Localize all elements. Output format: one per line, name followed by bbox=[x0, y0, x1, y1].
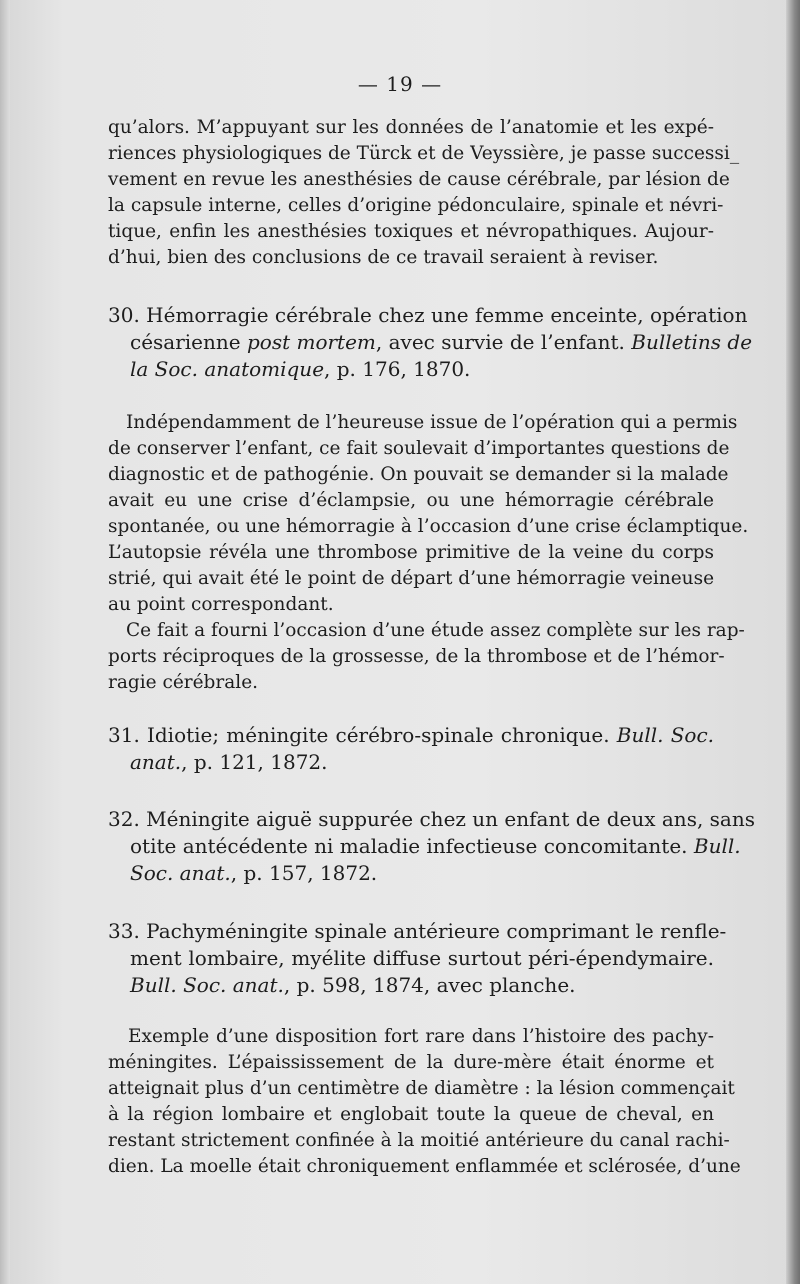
entry-title-line: césarienne post mortem, avec survie de l’enfant. Bulletins de bbox=[130, 330, 753, 354]
entry-citation-line: Soc. anat., p. 157, 1872. bbox=[130, 861, 378, 885]
text-line: L’autopsie révéla une thrombose primitive de la veine du corps bbox=[108, 542, 714, 563]
bibliography-entry-33 bbox=[108, 918, 727, 999]
text-line: d’hui, bien des conclusions de ce travail seraient à reviser. bbox=[108, 247, 659, 268]
entry-title-line: 32. Méningite aiguë suppurée chez un enfant de deux ans, sans bbox=[108, 807, 756, 831]
entry-title-line: 33. Pachyméningite spinale antérieure comprimant le renfle- bbox=[108, 919, 727, 943]
page-number: — 19 — bbox=[357, 72, 443, 96]
entry-citation-line: la Soc. anatomique, p. 176, 1870. bbox=[130, 357, 471, 381]
page-left-edge bbox=[0, 0, 10, 1284]
text-line: restant strictement confinée à la moitié antérieure du canal rachi- bbox=[108, 1130, 730, 1151]
text-line: qu’alors. M’appuyant sur les données de l’anatomie et les expé- bbox=[108, 117, 714, 138]
text-line: dien. La moelle était chroniquement enflammée et sclérosée, d’une bbox=[108, 1156, 741, 1177]
text-line: diagnostic et de pathogénie. On pouvait se demander si la malade bbox=[108, 464, 729, 485]
paragraph-entry-33-description bbox=[108, 1024, 741, 1180]
bibliography-entry-31 bbox=[108, 722, 714, 776]
text-line: méningites. L’épaississement de la dure-mère était énorme et bbox=[108, 1052, 714, 1073]
entry-title-line: 30. Hémorragie cérébrale chez une femme enceinte, opération bbox=[108, 303, 748, 327]
paragraph-entry-30-description bbox=[108, 410, 749, 618]
page-right-edge bbox=[786, 0, 800, 1284]
text-line: atteignait plus d’un centimètre de diamètre : la lésion commençait bbox=[108, 1078, 735, 1099]
entry-title-line: 31. Idiotie; méningite cérébro-spinale chronique. Bull. Soc. bbox=[108, 723, 714, 747]
paragraph-intro bbox=[108, 115, 740, 271]
paragraph-entry-30-study bbox=[108, 618, 745, 696]
text-line: la capsule interne, celles d’origine pédonculaire, spinale et névri- bbox=[108, 195, 724, 216]
text-line: strié, qui avait été le point de départ d’une hémorragie veineuse bbox=[108, 568, 715, 589]
text-line: de conserver l’enfant, ce fait soulevait d’importantes questions de bbox=[108, 438, 730, 459]
entry-citation-line: Bull. Soc. anat., p. 598, 1874, avec planche. bbox=[130, 973, 576, 997]
text-line: avait eu une crise d’éclampsie, ou une hémorragie cérébrale bbox=[108, 490, 714, 511]
text-line: au point correspondant. bbox=[108, 594, 334, 615]
bibliography-entry-30 bbox=[108, 302, 753, 383]
text-line: Exemple d’une disposition fort rare dans l’histoire des pachy- bbox=[128, 1026, 714, 1047]
text-line: tique, enfin les anesthésies toxiques et névropathiques. Aujour- bbox=[108, 221, 714, 242]
entry-title-line: ment lombaire, myélite diffuse surtout péri-épendymaire. bbox=[130, 946, 714, 970]
text-line: ports réciproques de la grossesse, de la thrombose et de l’hémor- bbox=[108, 646, 725, 667]
entry-title-line: otite antécédente ni maladie infectieuse concomitante. Bull. bbox=[130, 834, 741, 858]
bibliography-entry-32 bbox=[108, 806, 756, 887]
text-line: spontanée, ou une hémorragie à l’occasion d’une crise éclamptique. bbox=[108, 516, 749, 537]
entry-citation-line: anat., p. 121, 1872. bbox=[130, 750, 328, 774]
text-line: Indépendamment de l’heureuse issue de l’opération qui a permis bbox=[126, 412, 738, 433]
text-line: à la région lombaire et englobait toute la queue de cheval, en bbox=[108, 1104, 714, 1125]
text-line: vement en revue les anesthésies de cause cérébrale, par lésion de bbox=[108, 169, 730, 190]
text-line: ragie cérébrale. bbox=[108, 672, 259, 693]
text-line: riences physiologiques de Türck et de Veyssière, je passe successi_ bbox=[108, 143, 740, 164]
text-line: Ce fait a fourni l’occasion d’une étude assez complète sur les rap- bbox=[126, 620, 745, 641]
